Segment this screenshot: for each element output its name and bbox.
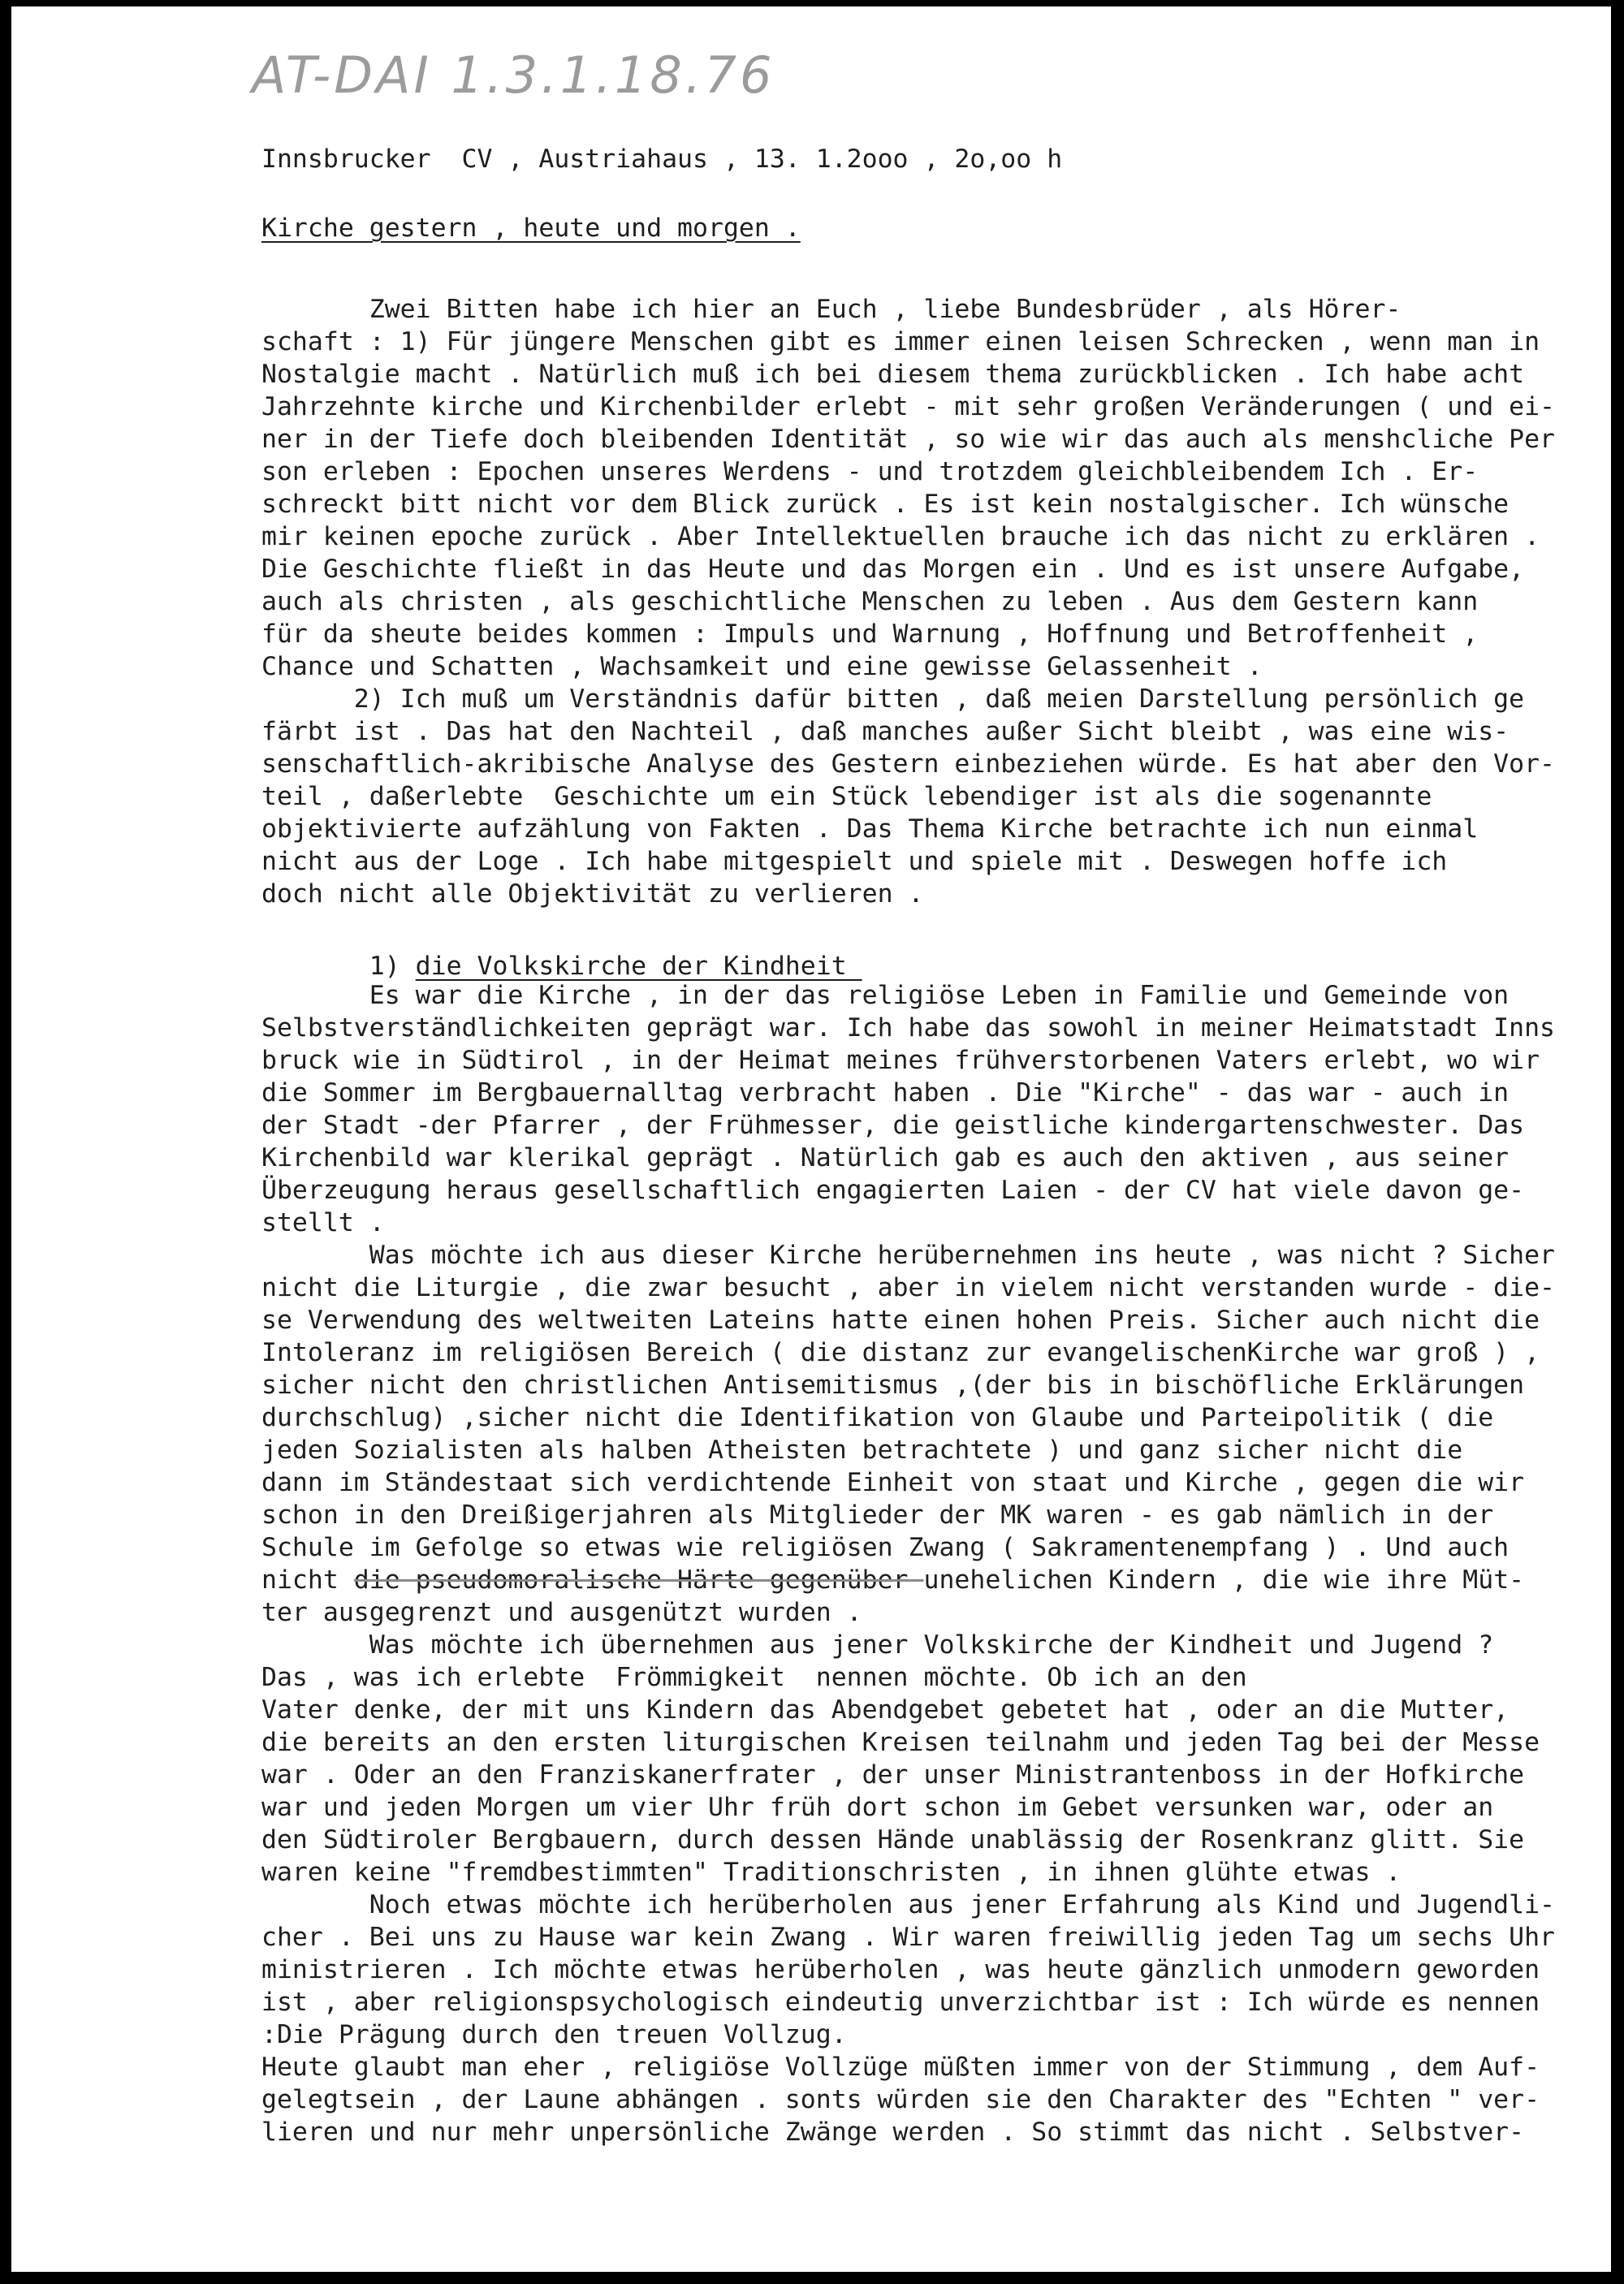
- section-1-number: 1): [261, 952, 416, 981]
- text-line: Es war die Kirche , in der das religiöse Leben in Familie und Gemeinde von: [261, 981, 1510, 1010]
- text-line: Zwei Bitten habe ich hier an Euch , liebe Bundesbrüder , als Hörer-: [261, 295, 1402, 324]
- text-line: nicht die Liturgie , die zwar besucht , aber in vielem nicht verstanden wurde - die-: [261, 1273, 1556, 1302]
- text-line: stellt .: [261, 1208, 385, 1237]
- text-line: nicht aus der Loge . Ich habe mitgespielt und spiele mit . Deswegen hoffe ich: [261, 847, 1448, 876]
- section-1-heading: die Volkskirche der Kindheit: [415, 952, 862, 981]
- text-line: Schule im Gefolge so etwas wie religiösen Zwang ( Sakramentenempfang ) . Und auch: [261, 1533, 1510, 1562]
- text-line: ist , aber religionspsychologisch eindeutig unverzichtbar ist : Ich würde es nennen: [261, 1988, 1540, 2017]
- text-line: cher . Bei uns zu Hause war kein Zwang . Wir waren freiwillig jeden Tag um sechs Uhr: [261, 1923, 1556, 1952]
- document-title: Kirche gestern , heute und morgen .: [261, 214, 801, 243]
- text-line: doch nicht alle Objektivität zu verlieren .: [261, 879, 924, 909]
- text-line: gelegtsein , der Laune abhängen . sonts würden sie den Charakter des "Echten " ver-: [261, 2085, 1540, 2114]
- text-line: Das , was ich erlebte Frömmigkeit nennen möchte. Ob ich an den: [261, 1663, 1247, 1692]
- text-line: war und jeden Morgen um vier Uhr früh dort schon im Gebet versunken war, oder an: [261, 1793, 1494, 1822]
- header-line: Innsbrucker CV , Austriahaus , 13. 1.2ooo , 2o,oo h: [261, 145, 1063, 174]
- text-line: :Die Prägung durch den treuen Vollzug.: [261, 2020, 847, 2049]
- text-line: ministrieren . Ich möchte etwas herüberholen , was heute gänzlich unmodern geworden: [261, 1955, 1540, 1984]
- text-line: Überzeugung heraus gesellschaftlich engagierten Laien - der CV hat viele davon ge-: [261, 1176, 1525, 1205]
- text-line: Was möchte ich übernehmen aus jener Volkskirche der Kindheit und Jugend ?: [261, 1630, 1494, 1660]
- text-line: se Verwendung des weltweiten Lateins hatte einen hohen Preis. Sicher auch nicht die: [261, 1306, 1540, 1335]
- document-page: [11, 6, 1611, 2272]
- text-line: färbt ist . Das hat den Nachteil , daß manches außer Sicht bleibt , was eine wis-: [261, 717, 1510, 746]
- text-line: Noch etwas möchte ich herüberholen aus jener Erfahrung als Kind und Jugendli-: [261, 1890, 1556, 1919]
- text-line: ner in der Tiefe doch bleibenden Identität , so wie wir das auch als menshcliche Per: [261, 425, 1556, 454]
- text-line: schaft : 1) Für jüngere Menschen gibt es immer einen leisen Schrecken , wenn man in: [261, 327, 1540, 356]
- text-line: Vater denke, der mit uns Kindern das Abendgebet gebetet hat , oder an die Mutter,: [261, 1695, 1510, 1725]
- text-line: waren keine "fremdbestimmten" Traditionschristen , in ihnen glühte etwas .: [261, 1858, 1402, 1887]
- text-line: ter ausgegrenzt und ausgenützt wurden .: [261, 1598, 862, 1627]
- text-line: Heute glaubt man eher , religiöse Vollzüge müßten immer von der Stimmung , dem Auf-: [261, 2053, 1540, 2082]
- text-line: son erleben : Epochen unseres Werdens - und trotzdem gleichbleibendem Ich . Er-: [261, 457, 1479, 486]
- text-line: Was möchte ich aus dieser Kirche herübernehmen ins heute , was nicht ? Sicher: [261, 1241, 1556, 1270]
- text-line: Intoleranz im religiösen Bereich ( die distanz zur evangelischenKirche war groß ) ,: [261, 1338, 1540, 1367]
- text-line: teil , daßerlebte Geschichte um ein Stück lebendiger ist als die sogenannte: [261, 782, 1432, 811]
- text-line: Chance und Schatten , Wachsamkeit und eine gewisse Gelassenheit .: [261, 652, 1263, 681]
- text-line: schon in den Dreißigerjahren als Mitglieder der MK waren - es gab nämlich in der: [261, 1500, 1494, 1530]
- text-line: 2) Ich muß um Verständnis dafür bitten , daß meien Darstellung persönlich ge: [261, 684, 1525, 714]
- text-line: jeden Sozialisten als halben Atheisten betrachtete ) und ganz sicher nicht die: [261, 1436, 1463, 1465]
- text-line: durchschlug) ,sicher nicht die Identifikation von Glaube und Parteipolitik ( die: [261, 1403, 1494, 1432]
- text-line: den Südtiroler Bergbauern, durch dessen Hände unablässig der Rosenkranz glitt. Sie: [261, 1825, 1525, 1854]
- struck-line-suffix: unehelichen Kindern , die wie ihre Müt-: [923, 1565, 1525, 1595]
- archive-reference-handwritten: AT-DAI 1.3.1.18.76: [252, 45, 775, 105]
- text-line: der Stadt -der Pfarrer , der Frühmesser, die geistliche kindergartenschwester. Das: [261, 1111, 1525, 1140]
- text-line: Die Geschichte fließt in das Heute und das Morgen ein . Und es ist unsere Aufgabe,: [261, 555, 1525, 584]
- text-line: dann im Ständestaat sich verdichtende Einheit von staat und Kirche , gegen die wir: [261, 1468, 1525, 1497]
- text-line: auch als christen , als geschichtliche Menschen zu leben . Aus dem Gestern kann: [261, 587, 1479, 616]
- section-1-heading-line: [261, 950, 862, 982]
- text-line: war . Oder an den Franziskanerfrater , der unser Ministrantenboss in der Hofkirche: [261, 1760, 1525, 1790]
- text-line: mir keinen epoche zurück . Aber Intellektuellen brauche ich das nicht zu erklären .: [261, 522, 1540, 551]
- text-line: schreckt bitt nicht vor dem Blick zurück . Es ist kein nostalgischer. Ich wünsche: [261, 490, 1510, 519]
- text-line: sicher nicht den christlichen Antisemitismus ,(der bis in bischöfliche Erklärungen: [261, 1371, 1525, 1400]
- text-line: Nostalgie macht . Natürlich muß ich bei diesem thema zurückblicken . Ich habe acht: [261, 360, 1525, 389]
- text-line: Selbstverständlichkeiten geprägt war. Ich habe das sowohl in meiner Heimatstadt Inns: [261, 1013, 1556, 1043]
- struck-line: [261, 1564, 1524, 1596]
- text-line: bruck wie in Südtirol , in der Heimat meines frühverstorbenen Vaters erlebt, wo wir: [261, 1046, 1540, 1075]
- text-line: Jahrzehnte kirche und Kirchenbilder erlebt - mit sehr großen Veränderungen ( und ei-: [261, 392, 1556, 421]
- text-line: objektivierte aufzählung von Fakten . Das Thema Kirche betrachte ich nun einmal: [261, 814, 1479, 844]
- text-line: die Sommer im Bergbauernalltag verbracht haben . Die "Kirche" - das war - auch in: [261, 1078, 1510, 1107]
- text-line: senschaftlich-akribische Analyse des Gestern einbeziehen würde. Es hat aber den Vor-: [261, 749, 1556, 779]
- text-line: für da sheute beides kommen : Impuls und Warnung , Hoffnung und Betroffenheit ,: [261, 620, 1479, 649]
- text-line: die bereits an den ersten liturgischen Kreisen teilnahm und jeden Tag bei der Messe: [261, 1728, 1540, 1757]
- text-line: lieren und nur mehr unpersönliche Zwänge werden . So stimmt das nicht . Selbstver-: [261, 2118, 1525, 2147]
- text-line: Kirchenbild war klerikal geprägt . Natürlich gab es auch den aktiven , aus seiner: [261, 1143, 1510, 1172]
- struck-text: die pseudomoralische Härte gegenüber: [353, 1565, 924, 1595]
- struck-line-prefix: nicht: [261, 1565, 354, 1595]
